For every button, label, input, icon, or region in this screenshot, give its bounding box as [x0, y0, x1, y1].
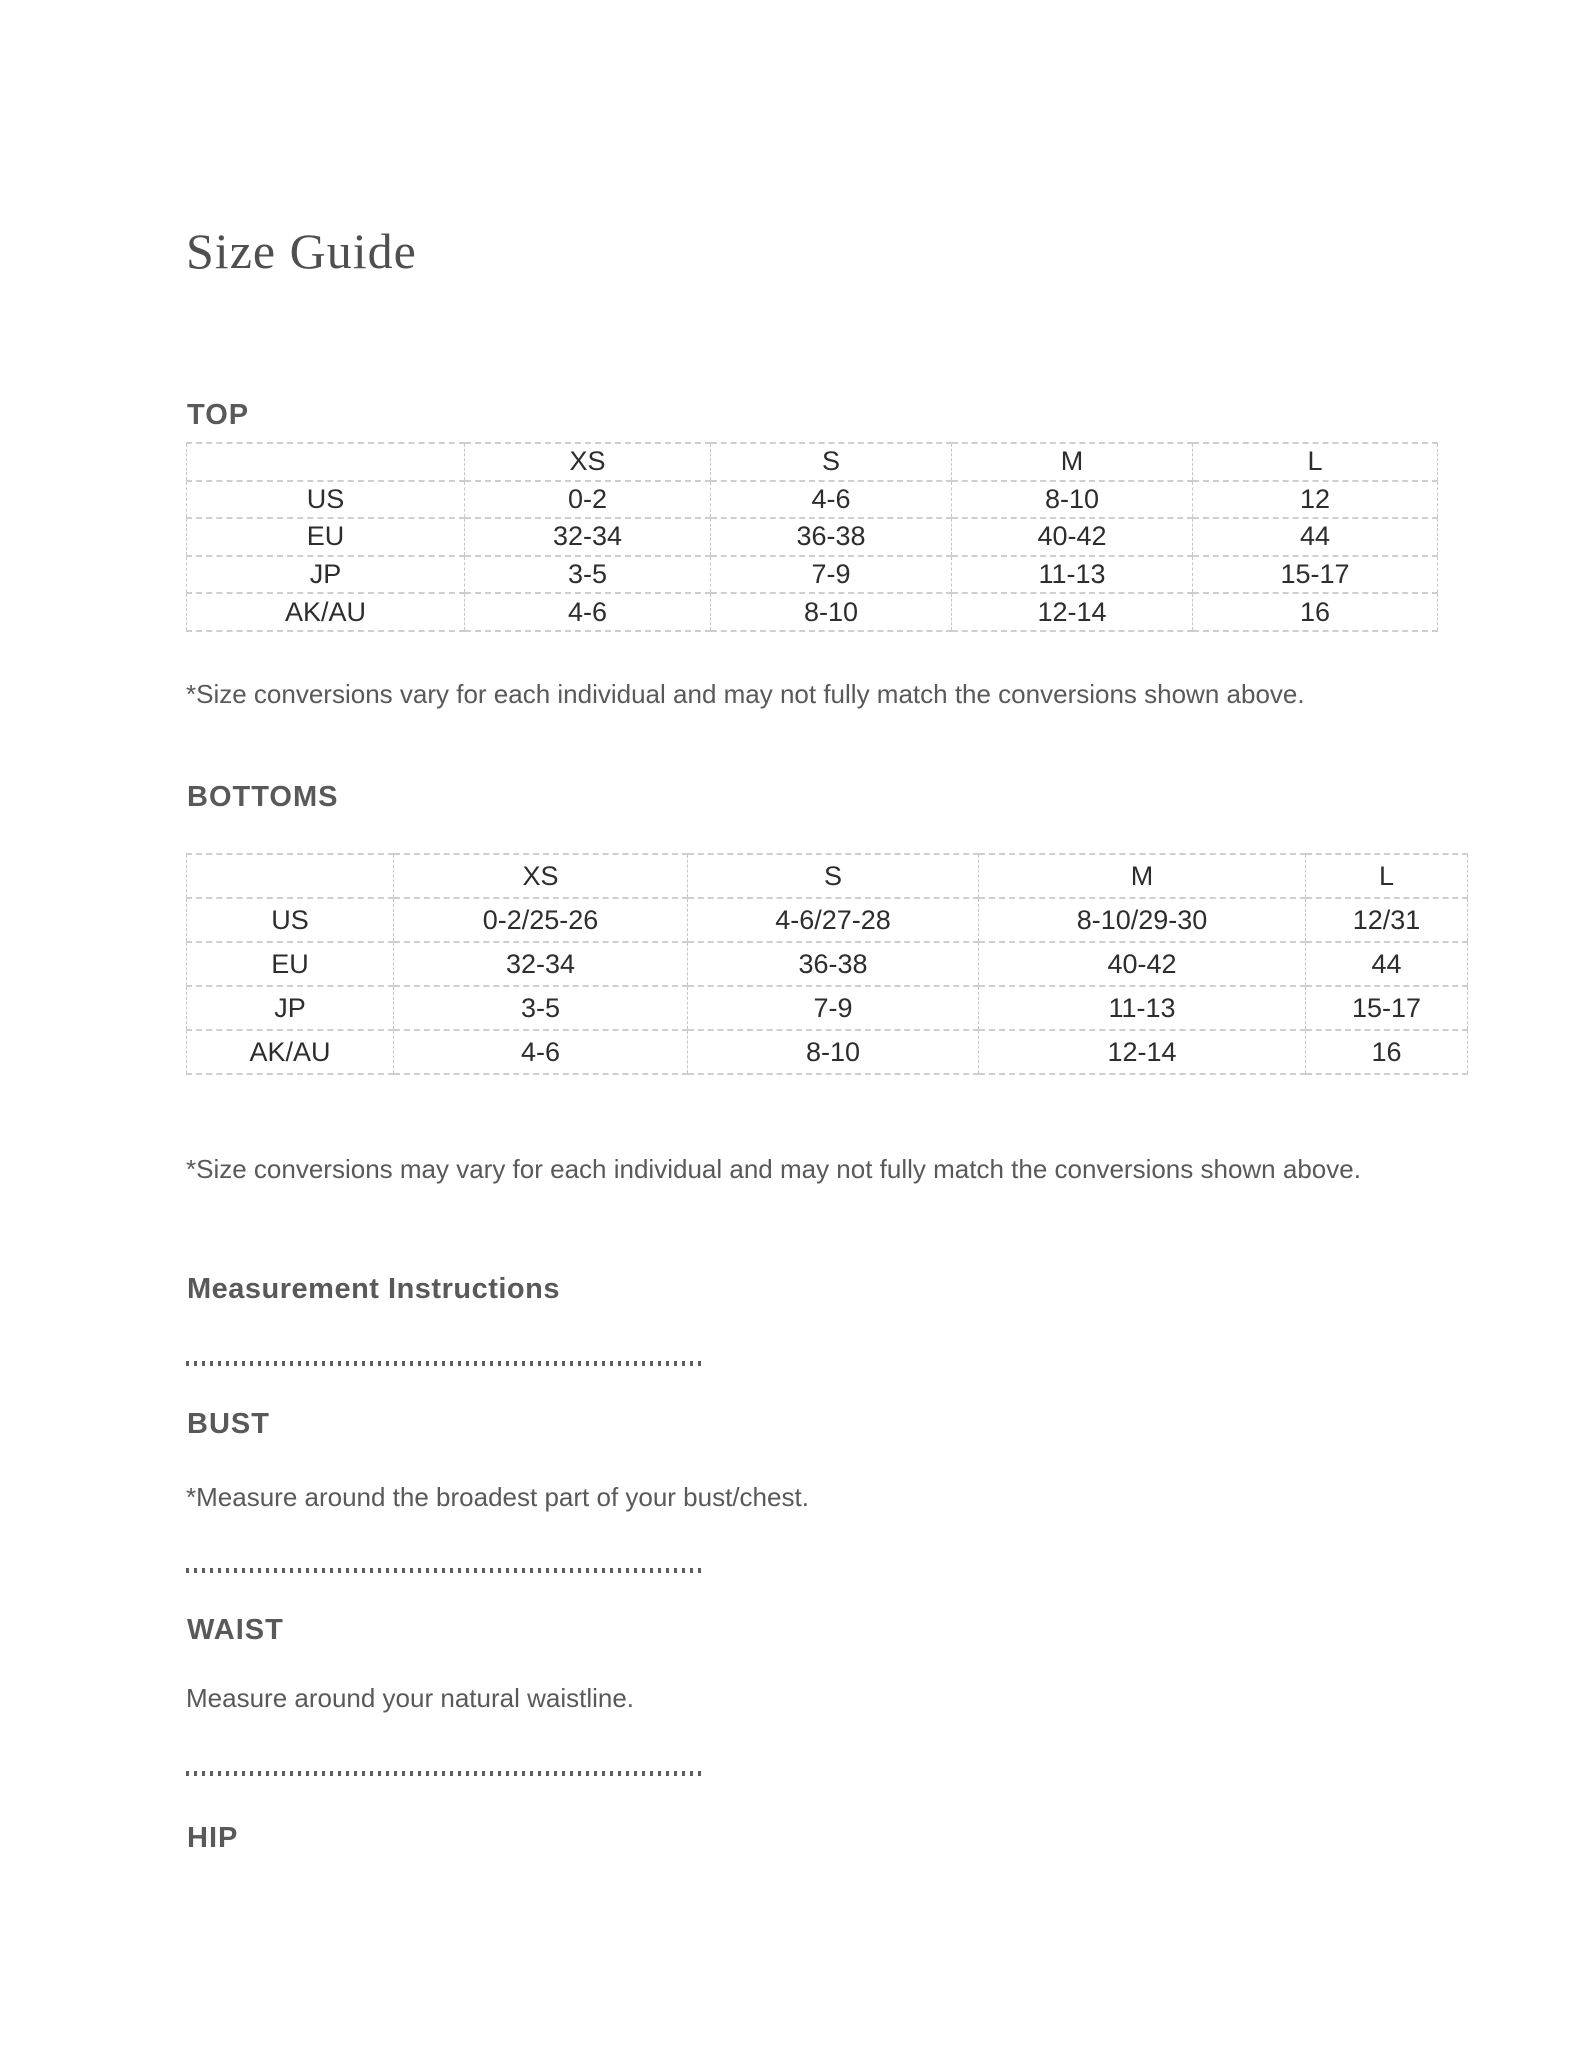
column-header: M [952, 443, 1193, 481]
row-label: AK/AU [187, 1030, 394, 1074]
bust-heading: BUST [187, 1408, 270, 1440]
table-row [187, 898, 1468, 942]
size-cell: 0-2/25-26 [394, 898, 688, 942]
size-cell: 8-10 [688, 1030, 979, 1074]
size-cell: 44 [1306, 942, 1468, 986]
row-label: JP [187, 556, 465, 594]
size-cell: 8-10/29-30 [979, 898, 1306, 942]
column-header [187, 443, 465, 481]
size-cell: 8-10 [711, 593, 952, 631]
size-cell: 15-17 [1193, 556, 1438, 594]
size-cell: 4-6 [711, 481, 952, 519]
size-cell: 7-9 [688, 986, 979, 1030]
table-row [187, 481, 1438, 519]
size-cell: 0-2 [465, 481, 711, 519]
dotted-divider [186, 1771, 701, 1776]
size-cell: 12 [1193, 481, 1438, 519]
size-cell: 4-6 [394, 1030, 688, 1074]
bottoms-size-table [186, 853, 1468, 1075]
size-cell: 4-6 [465, 593, 711, 631]
top-size-table [186, 442, 1438, 632]
size-cell: 11-13 [979, 986, 1306, 1030]
table-row [187, 1030, 1468, 1074]
size-cell: 36-38 [688, 942, 979, 986]
table-row [187, 942, 1468, 986]
size-cell: 12-14 [952, 593, 1193, 631]
measurement-instructions-heading: Measurement Instructions [187, 1273, 560, 1305]
size-cell: 40-42 [979, 942, 1306, 986]
size-cell: 4-6/27-28 [688, 898, 979, 942]
column-header: XS [394, 854, 688, 898]
row-label: EU [187, 942, 394, 986]
row-label: JP [187, 986, 394, 1030]
waist-heading: WAIST [187, 1614, 284, 1646]
top-size-note: *Size conversions vary for each individual and may not fully match the conversions shown above. [186, 679, 1305, 709]
size-cell: 11-13 [952, 556, 1193, 594]
size-cell: 3-5 [394, 986, 688, 1030]
size-cell: 12/31 [1306, 898, 1468, 942]
column-header: XS [465, 443, 711, 481]
row-label: AK/AU [187, 593, 465, 631]
row-label: US [187, 898, 394, 942]
column-header: S [688, 854, 979, 898]
size-cell: 44 [1193, 518, 1438, 556]
table-row [187, 986, 1468, 1030]
size-cell: 40-42 [952, 518, 1193, 556]
size-cell: 7-9 [711, 556, 952, 594]
column-header: L [1306, 854, 1468, 898]
table-header-row [187, 443, 1438, 481]
dotted-divider [186, 1361, 701, 1366]
size-cell: 16 [1193, 593, 1438, 631]
row-label: EU [187, 518, 465, 556]
column-header: L [1193, 443, 1438, 481]
section-heading-bottoms: BOTTOMS [187, 781, 339, 813]
table-row [187, 593, 1438, 631]
size-cell: 36-38 [711, 518, 952, 556]
size-cell: 32-34 [465, 518, 711, 556]
size-cell: 3-5 [465, 556, 711, 594]
size-cell: 8-10 [952, 481, 1193, 519]
bottoms-size-note: *Size conversions may vary for each individual and may not fully match the conversions shown above. [186, 1154, 1361, 1184]
row-label: US [187, 481, 465, 519]
size-cell: 12-14 [979, 1030, 1306, 1074]
dotted-divider [186, 1568, 701, 1573]
size-cell: 15-17 [1306, 986, 1468, 1030]
table-row [187, 556, 1438, 594]
bust-instruction: *Measure around the broadest part of your bust/chest. [186, 1482, 809, 1512]
column-header [187, 854, 394, 898]
size-cell: 16 [1306, 1030, 1468, 1074]
column-header: M [979, 854, 1306, 898]
column-header: S [711, 443, 952, 481]
size-cell: 32-34 [394, 942, 688, 986]
table-header-row [187, 854, 1468, 898]
waist-instruction: Measure around your natural waistline. [186, 1683, 635, 1713]
table-row [187, 518, 1438, 556]
hip-heading: HIP [187, 1822, 239, 1854]
section-heading-top: TOP [187, 399, 250, 431]
page-title: Size Guide [186, 223, 417, 279]
